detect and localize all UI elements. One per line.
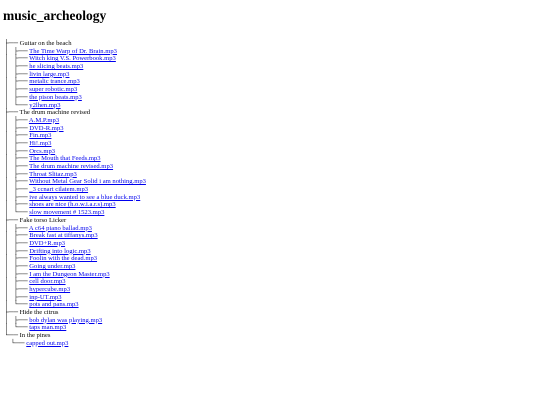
file-row xyxy=(4,286,146,294)
tree-connector: │ ├── xyxy=(4,247,30,255)
file-link[interactable]: he slicing beats.mp3 xyxy=(29,63,84,71)
file-link[interactable]: y2lhen.mp3 xyxy=(29,101,61,109)
file-tree xyxy=(4,40,146,348)
tree-connector: │ ├── xyxy=(4,55,30,63)
tree-connector: ├── xyxy=(4,40,20,47)
file-link[interactable]: DVD-R.mp3 xyxy=(29,124,64,132)
folder-row xyxy=(4,332,146,340)
file-row xyxy=(4,201,146,209)
file-row xyxy=(4,94,146,102)
file-link[interactable]: I am the Dungeon Master.mp3 xyxy=(29,270,110,278)
tree-connector: │ ├── xyxy=(4,270,30,278)
file-link[interactable]: super robotic.mp3 xyxy=(29,86,78,94)
file-link[interactable]: Without Metal Gear Solid i am nothing.mp3 xyxy=(29,178,146,186)
tree-connector: │ ├── xyxy=(4,163,30,170)
file-link[interactable]: bob dylan was playing.mp3 xyxy=(29,316,103,324)
file-link[interactable]: The Mouth that Feeds.mp3 xyxy=(29,155,101,163)
file-link[interactable]: Orcs.mp3 xyxy=(29,147,56,155)
tree-connector: │ ├── xyxy=(4,86,30,94)
tree-connector: │ ├── xyxy=(4,293,30,301)
file-link[interactable]: ive always wanted to see a blue duck.mp3 xyxy=(29,193,141,201)
file-link[interactable]: slow movement # 1523.mp3 xyxy=(29,209,105,217)
tree-connector: │ └── xyxy=(4,101,30,109)
file-row xyxy=(4,155,146,163)
tree-connector: │ ├── xyxy=(4,63,30,71)
tree-connector: └── xyxy=(4,339,27,347)
file-link[interactable]: Fin.mp3 xyxy=(29,132,52,140)
tree-connector: ├── xyxy=(4,109,20,117)
tree-connector: │ ├── xyxy=(4,278,30,286)
file-link[interactable]: Throat Slitaz.mp3 xyxy=(29,170,77,178)
tree-connector: │ ├── xyxy=(4,193,30,201)
tree-connector: │ ├── xyxy=(4,116,29,124)
file-link[interactable]: Hi!.mp3 xyxy=(29,139,52,147)
file-row xyxy=(4,209,146,217)
tree-connector: ├── xyxy=(4,309,20,317)
file-row xyxy=(4,232,146,240)
file-row xyxy=(4,324,146,332)
folder-name: Hide the citrus xyxy=(19,309,59,317)
file-link[interactable]: The Time Warp of Dr. Brain.mp3 xyxy=(29,47,117,55)
tree-connector: │ ├── xyxy=(4,47,30,55)
folder-row xyxy=(4,40,146,48)
file-link[interactable]: cell door.mp3 xyxy=(29,278,66,286)
file-link[interactable]: metalic trance.mp3 xyxy=(29,78,80,86)
tree-connector: │ ├── xyxy=(4,232,30,240)
file-link[interactable]: _3 ccnart cilatem.mp3 xyxy=(29,186,89,194)
tree-connector: │ ├── xyxy=(4,239,30,247)
file-link[interactable]: Break fast at tiffanys.mp3 xyxy=(29,232,98,240)
file-link[interactable]: livin large.mp3 xyxy=(29,70,70,78)
folder-row xyxy=(4,309,146,317)
file-link[interactable]: inp-UT.mp3 xyxy=(29,293,62,301)
file-row xyxy=(4,86,146,94)
tree-connector: │ ├── xyxy=(4,286,30,293)
file-link[interactable]: taps man.mp3 xyxy=(29,324,67,332)
folder-row xyxy=(4,217,146,225)
folder-name: The drum machine revised xyxy=(19,109,91,117)
page-title: music_archeology xyxy=(3,8,107,23)
tree-connector: │ ├── xyxy=(4,132,30,140)
tree-connector: │ └── xyxy=(4,324,30,332)
tree-connector: │ └── xyxy=(4,209,30,217)
file-row xyxy=(4,163,146,171)
tree-connector: │ ├── xyxy=(4,124,30,132)
tree-connector: │ ├── xyxy=(4,70,30,78)
file-row xyxy=(4,186,146,194)
file-link[interactable]: capped out.mp3 xyxy=(26,339,69,347)
file-link[interactable]: The drum machine revised.mp3 xyxy=(29,163,114,170)
file-row xyxy=(4,63,146,71)
file-row xyxy=(4,240,146,248)
file-link[interactable]: the pison beats.mp3 xyxy=(29,93,82,101)
file-link[interactable]: A c64 piano ballad.mp3 xyxy=(28,224,92,232)
tree-connector: │ ├── xyxy=(4,262,30,270)
file-row xyxy=(4,78,146,86)
file-row xyxy=(4,301,146,309)
file-link[interactable]: Drifting into logic.mp3 xyxy=(29,247,91,255)
file-row xyxy=(4,117,146,125)
tree-connector: │ ├── xyxy=(4,255,30,263)
file-link[interactable]: pots and pans.mp3 xyxy=(29,301,79,309)
tree-connector: │ ├── xyxy=(4,155,30,163)
tree-connector: ├── xyxy=(4,216,20,224)
tree-connector: │ ├── xyxy=(4,201,30,209)
file-link[interactable]: DVD+R.mp3 xyxy=(29,239,66,247)
tree-connector: │ └── xyxy=(4,301,30,309)
file-link[interactable]: Foolin with the dead.mp3 xyxy=(29,255,98,263)
file-row xyxy=(4,255,146,263)
folder-name: In the pines xyxy=(19,332,51,340)
file-row xyxy=(4,278,146,286)
tree-connector: │ ├── xyxy=(4,78,30,86)
tree-connector: │ ├── xyxy=(4,186,30,194)
file-link[interactable]: shoes are nice (h.o.w.i.a.r.s).mp3 xyxy=(29,201,116,209)
file-row xyxy=(4,132,146,140)
tree-connector: │ ├── xyxy=(4,224,29,232)
tree-connector: │ ├── xyxy=(4,93,30,101)
file-row xyxy=(4,178,146,186)
tree-connector: └── xyxy=(4,332,20,340)
file-link[interactable]: Going under.mp3 xyxy=(29,262,76,270)
file-row xyxy=(4,340,146,348)
file-link[interactable]: A.M.P.mp3 xyxy=(28,116,60,124)
folder-name: Fake torso Licker xyxy=(19,216,67,224)
tree-connector: │ ├── xyxy=(4,139,30,147)
file-row xyxy=(4,55,146,63)
tree-connector: │ ├── xyxy=(4,316,30,324)
tree-connector: │ ├── xyxy=(4,170,30,178)
folder-row xyxy=(4,109,146,117)
tree-connector: │ ├── xyxy=(4,178,30,186)
file-row xyxy=(4,263,146,271)
file-row xyxy=(4,140,146,148)
file-link[interactable]: Witch king V.S. Powerbook.mp3 xyxy=(29,55,116,63)
folder-name: Guitar on the beach xyxy=(19,40,72,47)
tree-connector: │ ├── xyxy=(4,147,30,155)
file-link[interactable]: hypercube.mp3 xyxy=(29,286,71,293)
